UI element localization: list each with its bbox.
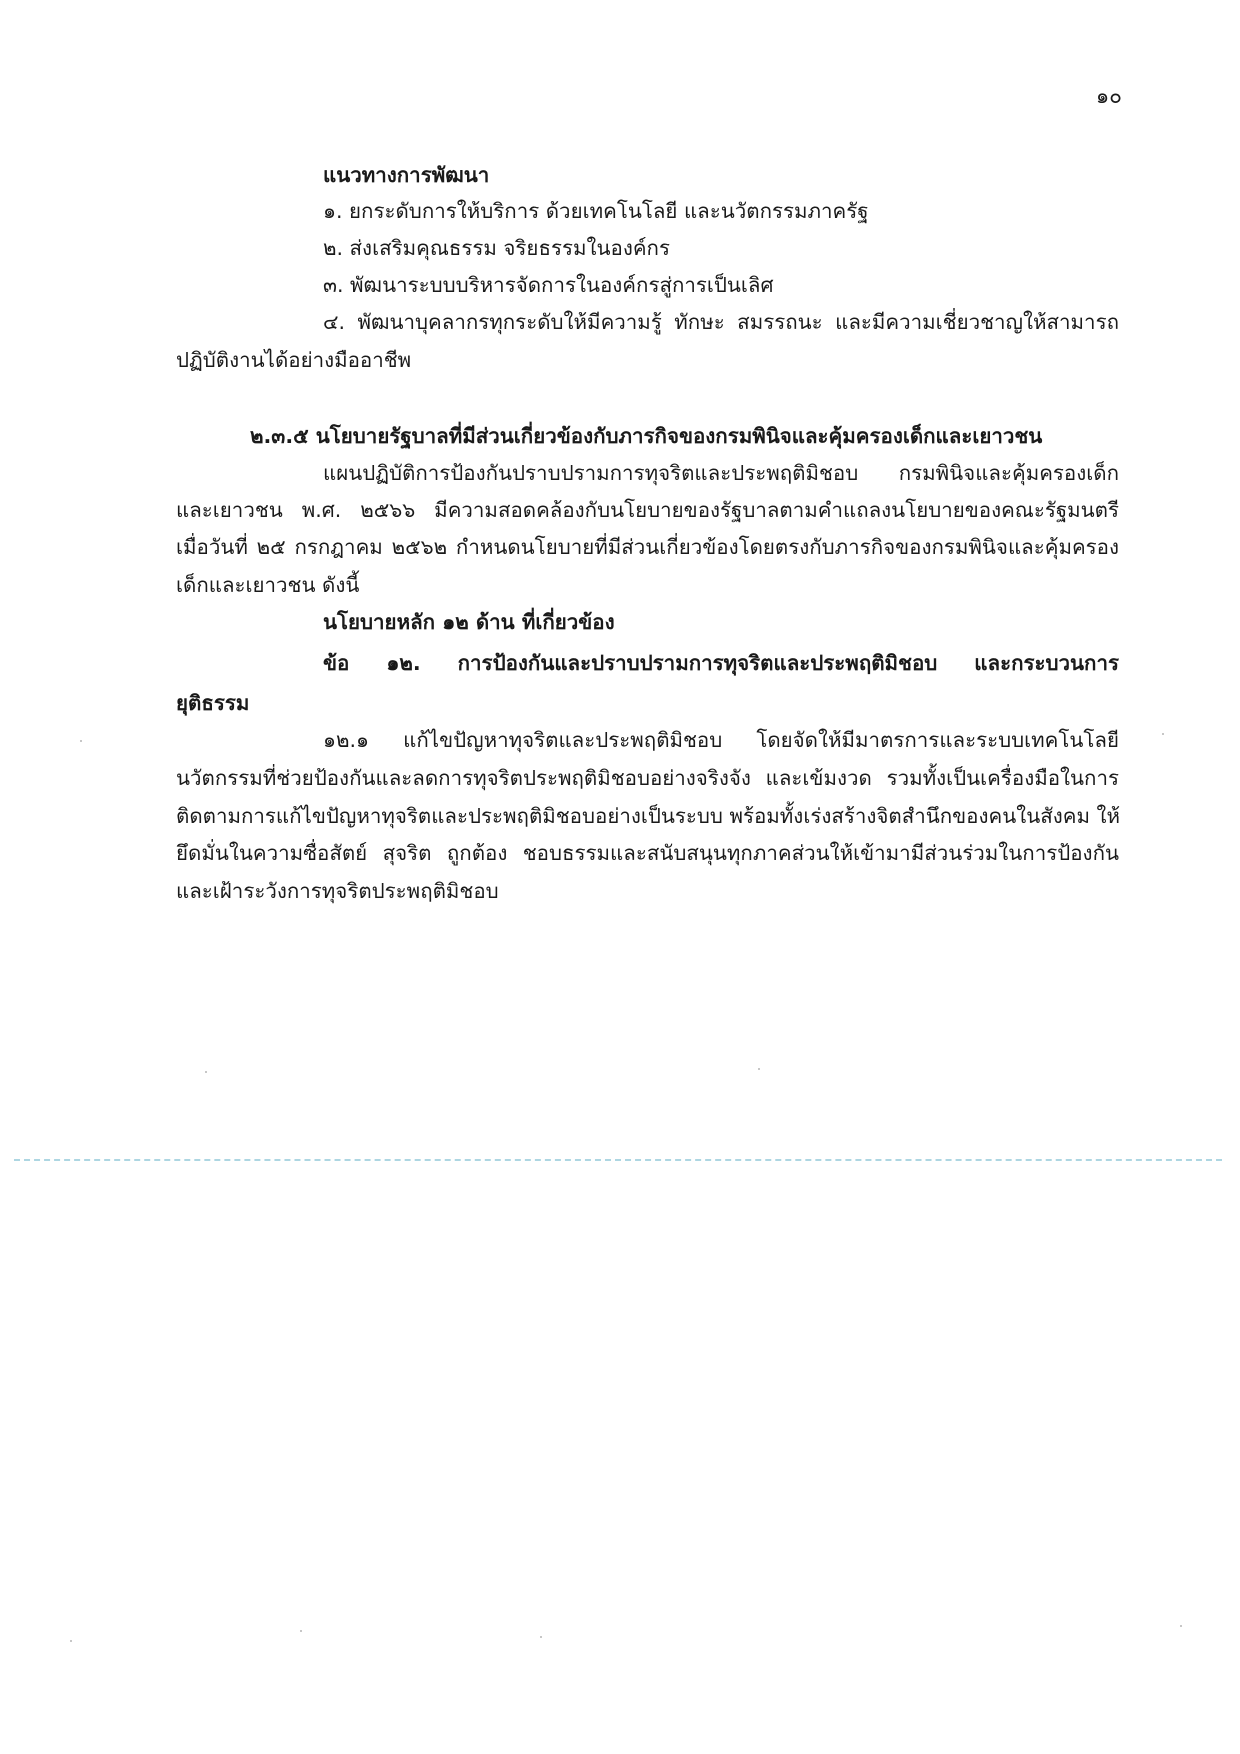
scan-artifact-line: [14, 1159, 1222, 1161]
scan-speck: [1162, 733, 1164, 735]
development-item-1: ๑. ยกระดับการให้บริการ ด้วยเทคโนโลยี และนวัตกรรมภาครัฐ: [323, 199, 869, 223]
scan-speck: [1180, 1625, 1182, 1627]
clause-line-1: ข้อ ๑๒. การป้องกันและปราบปรามการทุจริตและประพฤติมิชอบ และกระบวนการ: [323, 651, 1119, 675]
development-item-4-line-1: ๔. พัฒนาบุคลากรทุกระดับให้มีความรู้ ทักษะ สมรรถนะ และมีความเชี่ยวชาญให้สามารถ: [323, 310, 1119, 334]
subclause-line-3: ติดตามการแก้ไขปัญหาทุจริตและประพฤติมิชอบอย่างเป็นระบบ พร้อมทั้งเร่งสร้างจิตสำนึกของคนในสังคม ให้: [176, 804, 1121, 828]
section-paragraph-line-2: และเยาวชน พ.ศ. ๒๕๖๖ มีความสอดคล้องกับนโยบายของรัฐบาลตามคำแถลงนโยบายของคณะรัฐมนตรี: [176, 498, 1119, 522]
scan-speck: [758, 1068, 760, 1070]
section-paragraph-line-1: แผนปฏิบัติการป้องกันปราบปรามการทุจริตและประพฤติมิชอบ กรมพินิจและคุ้มครองเด็ก: [323, 461, 1119, 485]
scan-speck: [300, 1630, 302, 1632]
development-item-3: ๓. พัฒนาระบบบริหารจัดการในองค์กรสู่การเป็นเลิศ: [323, 273, 774, 297]
subclause-line-1: ๑๒.๑ แก้ไขปัญหาทุจริตและประพฤติมิชอบ โดยจัดให้มีมาตรการและระบบเทคโนโลยี: [323, 728, 1119, 752]
subclause-line-5: และเฝ้าระวังการทุจริตประพฤติมิชอบ: [176, 879, 499, 903]
scan-speck: [540, 1636, 542, 1638]
clause-line-2: ยุติธรรม: [176, 691, 250, 715]
policy-heading: นโยบายหลัก ๑๒ ด้าน ที่เกี่ยวข้อง: [323, 610, 615, 634]
scan-speck: [80, 740, 82, 742]
section-heading: ๒.๓.๕ นโยบายรัฐบาลที่มีส่วนเกี่ยวข้องกับภารกิจของกรมพินิจและคุ้มครองเด็กและเยาวชน: [250, 424, 1043, 448]
page-number: ๑๐: [1095, 84, 1122, 108]
section-paragraph-line-4: เด็กและเยาวชน ดังนี้: [176, 573, 360, 597]
development-item-2: ๒. ส่งเสริมคุณธรรม จริยธรรมในองค์กร: [323, 236, 670, 260]
development-item-4-line-2: ปฏิบัติงานได้อย่างมืออาชีพ: [176, 348, 412, 372]
scan-speck: [70, 1640, 72, 1642]
scan-speck: [205, 1071, 207, 1073]
development-heading: แนวทางการพัฒนา: [323, 163, 490, 187]
subclause-line-2: นวัตกรรมที่ช่วยป้องกันและลดการทุจริตประพฤติมิชอบอย่างจริงจัง และเข้มงวด รวมทั้งเป็นเครื่องมือในการ: [176, 766, 1119, 790]
section-paragraph-line-3: เมื่อวันที่ ๒๕ กรกฎาคม ๒๕๖๒ กำหนดนโยบายที่มีส่วนเกี่ยวข้องโดยตรงกับภารกิจของกรมพินิจและคุ้มครอง: [176, 535, 1119, 559]
subclause-line-4: ยึดมั่นในความซื่อสัตย์ สุจริต ถูกต้อง ชอบธรรมและสนับสนุนทุกภาคส่วนให้เข้ามามีส่วนร่วมในการป้องกัน: [176, 841, 1119, 865]
